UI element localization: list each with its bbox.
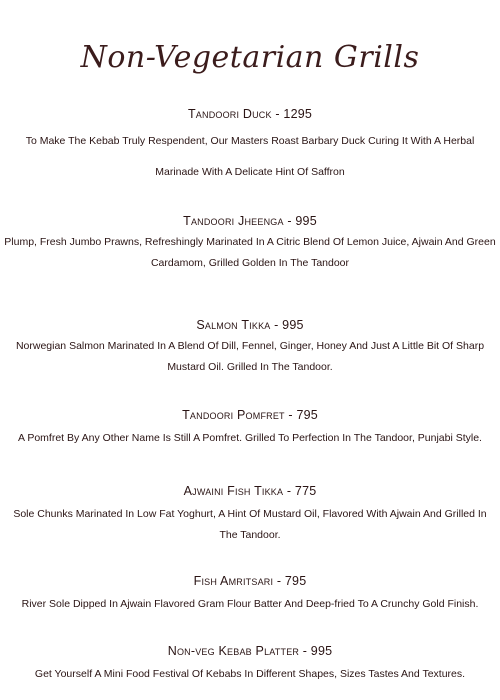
item-description: Plump, Fresh Jumbo Prawns, Refreshingly Marinated In A Citric Blend Of Lemon Juice, Ajwain And Green Cardamom, Grilled Golden In The Tandoor [4,236,496,269]
item-description: River Sole Dipped In Ajwain Flavored Gram Flour Batter And Deep-fried To A Crunchy Gold Finish. [21,598,479,610]
item-name: Non-veg Kebab Platter - 995 [167,644,333,658]
item-name: Tandoori Jheenga - 995 [183,214,317,228]
item-description: Norwegian Salmon Marinated In A Blend Of Dill, Fennel, Ginger, Honey And Just A Little Bit Of Sharp Mustard Oil. Grilled In The Tandoor. [15,340,485,373]
menu-item-fish-amritsari [4,573,496,615]
menu-item-tandoori-duck [4,106,496,188]
item-name: Tandoori Pomfret - 795 [182,408,318,422]
menu-item-tandoori-jheenga [4,213,496,274]
item-description: A Pomfret By Any Other Name Is Still A Pomfret. Grilled To Perfection In The Tandoor, Punjabi Style. [18,432,482,444]
item-description: Get Yourself A Mini Food Festival Of Kebabs In Different Shapes, Sizes Tastes And Textures. [34,668,466,680]
item-name: Tandoori Duck - 1295 [187,107,313,121]
item-description: Sole Chunks Marinated In Low Fat Yoghurt, A Hint Of Mustard Oil, Flavored With Ajwain And Grilled In The Tandoor. [13,508,487,541]
menu-item-tandoori-pomfret [4,407,496,449]
item-description: To Make The Kebab Truly Respendent, Our Masters Roast Barbary Duck Curing It With A Herbal Marinade With A Delicate Hint Of Saffron [25,135,475,178]
item-name: Salmon Tikka - 995 [196,318,304,332]
menu-item-salmon-tikka [4,317,496,378]
page-title: Non-Vegetarian Grills [80,40,420,76]
item-name: Ajwaini Fish Tikka - 775 [183,484,317,498]
item-name: Fish Amritsari - 795 [193,574,307,588]
menu-item-ajwaini-fish-tikka [4,483,496,546]
menu-item-non-veg-kebab-platter [4,643,496,685]
